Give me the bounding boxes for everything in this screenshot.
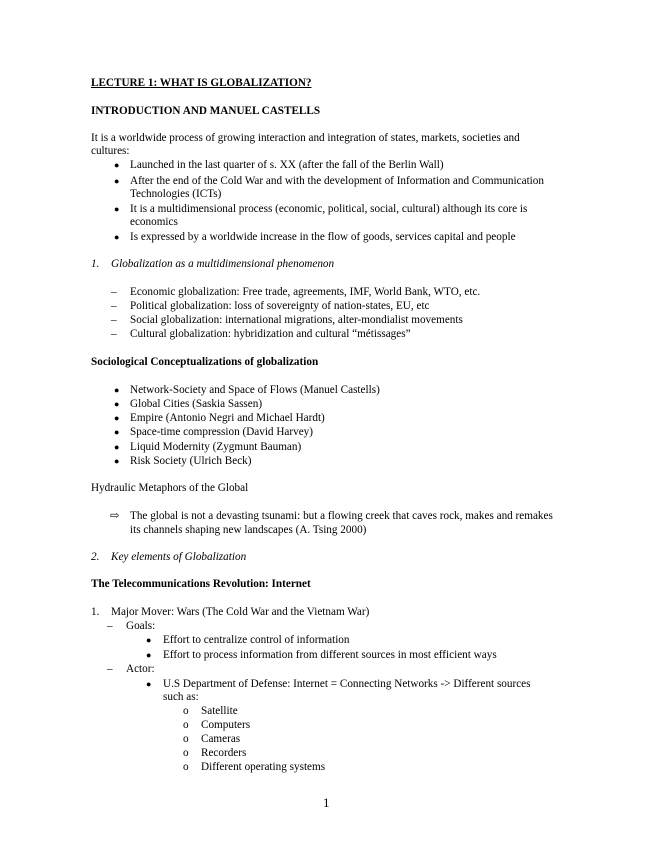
bullet-icon: ●	[146, 650, 152, 660]
bullet-icon: ●	[114, 427, 120, 437]
circle-bullet-icon: o	[183, 719, 189, 731]
intro-bullet-1: Launched in the last quarter of s. XX (after the fall of the Berlin Wall)	[130, 159, 444, 171]
hydraulic-line-2: its channels shaping new landscapes (A. Tsing 2000)	[130, 524, 367, 536]
section1-item-3: Social globalization: international migrations, alter-mondialist movements	[130, 314, 463, 326]
section1-item-1: Economic globalization: Free trade, agreements, IMF, World Bank, WTO, etc.	[130, 286, 481, 298]
intro-bullet-3a: It is a multidimensional process (economic, political, social, cultural) although its core is	[130, 203, 528, 215]
source-item-5: Different operating systems	[201, 761, 326, 773]
socio-item-6: Risk Society (Ulrich Beck)	[130, 455, 252, 467]
bullet-icon: ●	[114, 176, 120, 186]
bullet-icon: ●	[114, 399, 120, 409]
circle-bullet-icon: o	[183, 747, 189, 759]
section1-item-4: Cultural globalization: hybridization and cultural “métissages”	[130, 328, 411, 340]
intro-line-2: cultures:	[91, 145, 130, 157]
telecom-item-number: 1.	[91, 606, 100, 618]
intro-bullet-3b: economics	[130, 216, 178, 228]
lecture-title: LECTURE 1: WHAT IS GLOBALIZATION?	[91, 77, 312, 89]
dash-marker: –	[111, 286, 117, 298]
hydraulic-heading: Hydraulic Metaphors of the Global	[91, 482, 249, 494]
hydraulic-line-1: The global is not a devasting tsunami: but a flowing creek that caves rock, makes and remakes	[130, 510, 553, 522]
dash-marker: –	[111, 314, 117, 326]
circle-bullet-icon: o	[183, 761, 189, 773]
bullet-icon: ●	[114, 413, 120, 423]
bullet-icon: ●	[114, 232, 120, 242]
bullet-icon: ●	[114, 442, 120, 452]
arrow-icon: ⇨	[110, 510, 120, 522]
intro-bullet-4: Is expressed by a worldwide increase in the flow of goods, services capital and people	[130, 231, 516, 243]
bullet-icon: ●	[114, 456, 120, 466]
source-item-2: Computers	[201, 719, 251, 731]
socio-heading: Sociological Conceptualizations of globalization	[91, 356, 319, 368]
actor-label: Actor:	[126, 663, 155, 675]
socio-item-5: Liquid Modernity (Zygmunt Bauman)	[130, 441, 302, 453]
circle-bullet-icon: o	[183, 733, 189, 745]
socio-item-2: Global Cities (Saskia Sassen)	[130, 398, 263, 410]
goal-item-1: Effort to centralize control of information	[163, 634, 350, 646]
bullet-icon: ●	[114, 204, 120, 214]
section2-heading: Key elements of Globalization	[111, 551, 247, 563]
bullet-icon: ●	[146, 635, 152, 645]
socio-item-1: Network-Society and Space of Flows (Manuel Castells)	[130, 384, 380, 396]
section1-number: 1.	[91, 258, 100, 270]
intro-line-1: It is a worldwide process of growing interaction and integration of states, markets, societies and	[91, 132, 520, 144]
section1-heading: Globalization as a multidimensional phenomenon	[111, 258, 335, 270]
actor-line-2: such as:	[163, 691, 199, 703]
source-item-4: Recorders	[201, 747, 247, 759]
bullet-icon: ●	[114, 160, 120, 170]
goal-item-2: Effort to process information from different sources in most efficient ways	[163, 649, 497, 661]
page-number: 1	[323, 795, 330, 810]
actor-line-1: U.S Department of Defense: Internet = Connecting Networks -> Different sources	[163, 678, 531, 690]
dash-marker: –	[107, 620, 113, 632]
bullet-icon: ●	[146, 679, 152, 689]
socio-item-3: Empire (Antonio Negri and Michael Hardt)	[130, 412, 325, 424]
section-subtitle: INTRODUCTION AND MANUEL CASTELLS	[91, 105, 321, 117]
source-item-1: Satellite	[201, 705, 238, 717]
bullet-icon: ●	[114, 385, 120, 395]
telecom-heading: The Telecommunications Revolution: Internet	[91, 578, 311, 590]
socio-item-4: Space-time compression (David Harvey)	[130, 426, 313, 438]
goals-label: Goals:	[126, 620, 156, 632]
section2-number: 2.	[91, 551, 100, 563]
dash-marker: –	[107, 663, 113, 675]
telecom-item-1: Major Mover: Wars (The Cold War and the Vietnam War)	[111, 606, 370, 618]
section1-item-2: Political globalization: loss of sovereignty of nation-states, EU, etc	[130, 300, 430, 312]
circle-bullet-icon: o	[183, 705, 189, 717]
intro-bullet-2b: Technologies (ICTs)	[130, 188, 222, 200]
dash-marker: –	[111, 300, 117, 312]
source-item-3: Cameras	[201, 733, 241, 745]
intro-bullet-2a: After the end of the Cold War and with the development of Information and Communication	[130, 175, 544, 187]
dash-marker: –	[111, 328, 117, 340]
